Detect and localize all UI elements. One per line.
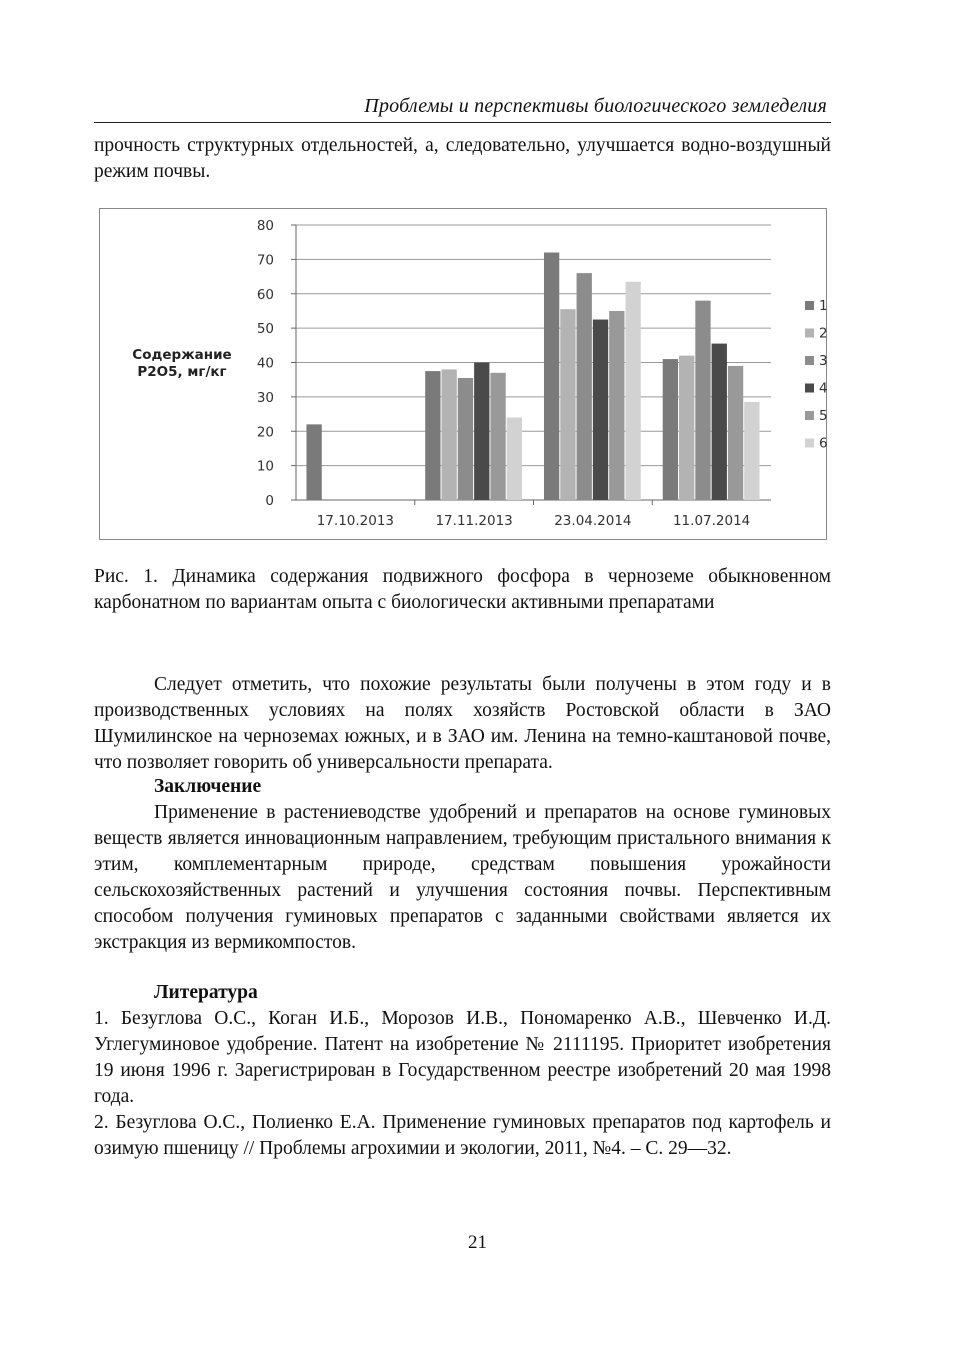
legend-label: 1 [819,298,828,314]
bar [306,424,321,500]
bar [609,311,624,500]
bar [507,418,522,501]
bar [695,301,710,500]
legend-swatch [805,356,814,365]
y-tick-label: 20 [256,424,274,441]
literature-heading: Литература [154,982,258,1003]
legend-label: 3 [819,353,828,369]
legend-label: 6 [819,435,828,452]
running-header [94,92,831,123]
y-tick-label: 70 [256,252,274,269]
bar [425,371,440,500]
y-axis-title: Содержание Р2О5, мг/кг [132,347,232,380]
bar [625,282,640,500]
legend-swatch [805,301,814,310]
bar [679,356,694,500]
legend-label: 2 [819,325,828,342]
y-tick-label: 60 [256,286,274,303]
bar [593,320,608,500]
bar [712,344,727,500]
legend-swatch [805,384,814,393]
x-tick-label: 23.04.2014 [554,513,632,529]
bar [458,378,473,500]
bar [663,359,678,500]
conclusion-paragraph: Применение в растениеводстве удобрений и препаратов на основе гуминовых веществ является инновационным направлением, требующим пристального внимания к этим, комплементарным природе, средствам повышения урожайности сельскохозяйственных растений и улучшения состояния почвы. Перспективным способом получения гуминовых препаратов с заданными свойствами является их экстракция из вермикомпостов. [94,802,831,953]
conclusion-heading: Заключение [154,776,262,797]
bar-chart-svg [100,209,826,539]
chart [99,208,827,540]
legend-swatch [805,411,814,420]
legend-swatch [805,439,814,448]
bar [728,366,743,500]
bar [474,363,489,501]
x-tick-label: 17.10.2013 [316,513,395,529]
body-paragraph: Следует отметить, что похожие результаты были получены в этом году и в производственных условиях на полях хозяйств Ростовской области в ЗАО Шумилинское на черноземах южных, и в ЗАО им. Ленина на темно-каштановой почве, что позволяет говорить об универсальности препарата. [94,674,831,773]
y-tick-label: 0 [265,493,274,509]
bar [577,273,592,500]
y-tick-label: 80 [256,218,274,234]
bar [490,373,505,500]
legend-label: 4 [819,380,828,397]
page-number: 21 [468,1232,487,1253]
running-header-text: Проблемы и перспективы биологического земледелия [364,95,827,117]
bar [544,253,559,501]
reference-2: 2. Безуглова О.С., Полиенко Е.А. Применение гуминовых препаратов под картофель и озимую пшеницу // Проблемы агрохимии и экологии, 2011, №4. – С. 29—32. [94,1112,831,1159]
legend-swatch [805,329,814,338]
x-tick-label: 17.11.2013 [435,513,513,529]
intro-paragraph: прочность структурных отдельностей, а, следовательно, улучшается водно-воздушный режим почвы. [94,135,831,182]
bar [744,402,759,500]
x-tick-label: 11.07.2014 [672,513,751,529]
y-tick-label: 40 [256,355,274,372]
y-tick-label: 30 [256,389,274,406]
bar [442,369,457,500]
figure-caption: Рис. 1. Динамика содержания подвижного фосфора в черноземе обыкновенном карбонатном по вариантам опыта с биологически активными препаратами [94,566,831,613]
y-tick-label: 10 [256,458,274,475]
bar [560,309,575,500]
reference-1: 1. Безуглова О.С., Коган И.Б., Морозов И.В., Пономаренко А.В., Шевченко И.Д. Углегуминовое удобрение. Патент на изобретение № 2111195. Приоритет изобретения 19 июня 1996 г. Зарегистрирован в Государственном реестре изобретений 20 мая 1998 года. [94,1008,831,1107]
y-tick-label: 50 [256,321,274,338]
legend-label: 5 [819,408,828,424]
